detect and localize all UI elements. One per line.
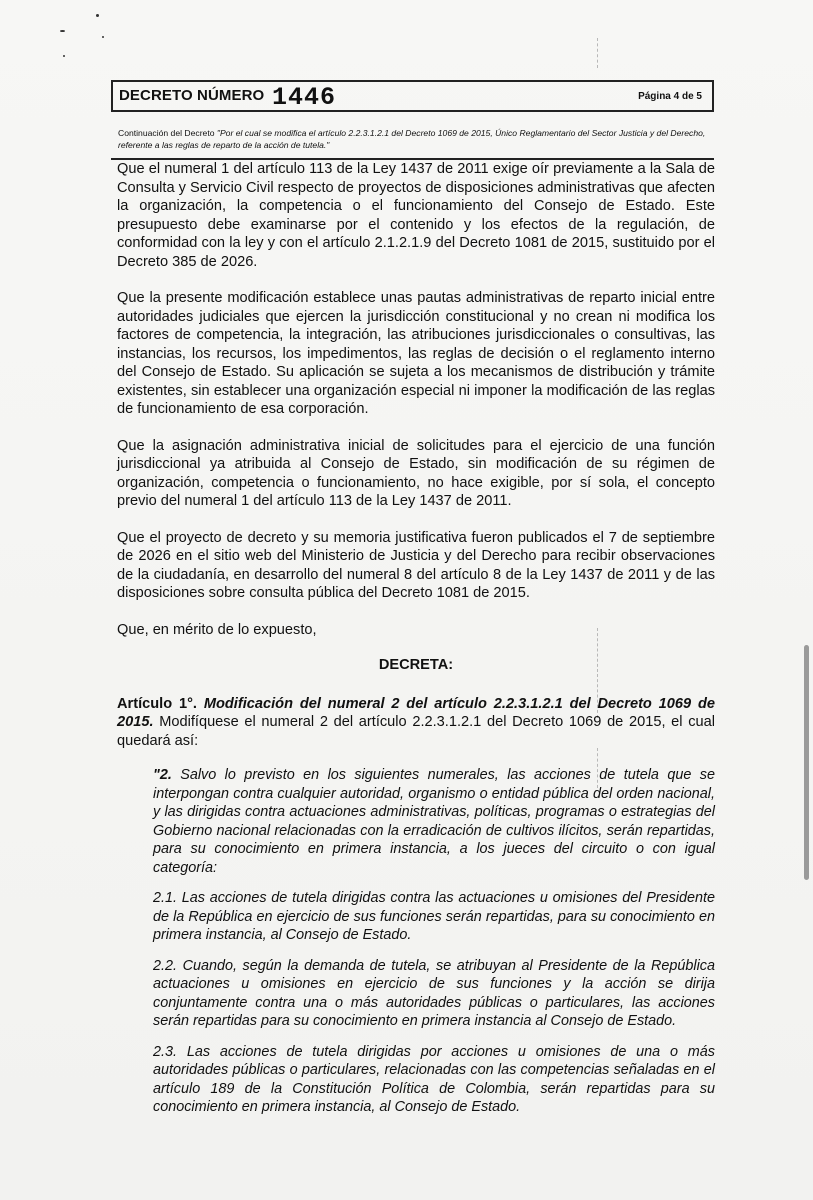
fold-line — [597, 38, 598, 68]
quoted-paragraph: 2.2. Cuando, según la demanda de tutela, se atribuyan al Presidente de la República actuaciones u omisiones en ejercicio de sus funciones y la acción se dirija conjuntamente contra una o más autoridades públicas o particulares, las acciones serán repartidas para su conocimiento en primera instancia al Consejo de Estado. — [153, 957, 715, 1029]
article-title: Modificación del numeral 2 del artículo 2.2.3.1.2.1 del Decreto 1069 de 2015. — [117, 695, 716, 730]
quoted-paragraph — [153, 766, 715, 877]
decree-number: 1446 — [272, 83, 337, 112]
page-indicator: Página 4 de 5 — [638, 91, 702, 102]
quote-open: "2. — [153, 767, 172, 783]
continuation-note — [118, 127, 718, 151]
decree-header-box — [111, 80, 714, 112]
article-label: Artículo 1°. — [117, 695, 197, 712]
decreta-heading: DECRETA: — [378, 657, 454, 673]
scrollbar-thumb[interactable] — [804, 645, 809, 880]
paragraph: Que el numeral 1 del artículo 113 de la Ley 1437 de 2011 exige oír previamente a la Sala de Consulta y Servicio Civil respecto de proyectos de disposiciones administrativas que afecten la organización, la competencia o el funcionamiento del Consejo de Estado. Este presupuesto debe examinarse por el contenido y los efectos de la regulación, de conformidad con la ley y con el artículo 2.1.2.1.9 del Decreto 1081 de 2015, sustituido por el Decreto 385 de 2026. — [117, 161, 715, 270]
decree-label: DECRETO NÚMERO — [119, 87, 265, 104]
continuation-text: "Por el cual se modifica el artículo 2.2.3.1.2.1 del Decreto 1069 de 2015, Único Reglamentario del Sector Justicia y del Derecho, referente a las reglas de reparto de la acción de tutela." — [118, 128, 706, 150]
paragraph: Que, en mérito de lo expuesto, — [117, 621, 317, 638]
article-text: Modifíquese el numeral 2 del artículo 2.2.3.1.2.1 del Decreto 1069 de 2015, el cual quedará así: — [117, 714, 715, 749]
paragraph: Que la asignación administrativa inicial de solicitudes para el ejercicio de una función jurisdiccional ya atribuida al Consejo de Estado, sin modificación de su régimen de organización, competencia o funcionamiento, no hace exigible, por sí sola, el concepto previo del numeral 1 del artículo 113 de la Ley 1437 de 2011. — [117, 437, 715, 509]
paragraph: Que el proyecto de decreto y su memoria justificativa fueron publicados el 7 de septiembre de 2026 en el sitio web del Ministerio de Justicia y del Derecho para recibir observaciones de la ciudadanía, en desarrollo del numeral 8 del artículo 8 de la Ley 1437 de 2011 y de las disposiciones sobre consulta pública del Decreto 1081 de 2015. — [117, 529, 715, 601]
scan-speck — [96, 14, 99, 17]
quoted-paragraph: 2.3. Las acciones de tutela dirigidas por acciones u omisiones de una o más autoridades públicas o particulares, relacionadas con las competencias señaladas en el artículo 189 de la Constitución Política de Colombia, serán repartidas para su conocimiento en primera instancia, al Consejo de Estado. — [153, 1043, 715, 1115]
scan-speck — [63, 55, 65, 57]
quoted-paragraph: 2.1. Las acciones de tutela dirigidas contra las actuaciones u omisiones del Presidente de la República en ejercicio de sus funciones serán repartidas, para su conocimiento en primera instancia, al Consejo de Estado. — [153, 890, 715, 943]
paragraph: Que la presente modificación establece unas pautas administrativas de reparto inicial entre autoridades judiciales que ejercen la jurisdicción constitucional y no crean ni modifica los factores de competencia, la integración, las atribuciones jurisdiccionales o consultivas, las instancias, los recursos, los impedimentos, las reglas de decisión o el reglamento interno del Consejo de Estado. Su aplicación se sujeta a los mecanismos de distribución y trámite existentes, sin establecer una organización especial ni imponer la modificación de las reglas de funcionamiento de esa corporación. — [117, 290, 715, 417]
scan-speck — [60, 30, 65, 32]
continuation-lead: Continuación del Decreto — [118, 128, 215, 138]
scan-speck — [102, 36, 104, 38]
article-1 — [117, 695, 715, 751]
document-body — [117, 160, 715, 1129]
quote-text: Salvo lo previsto en los siguientes numerales, las acciones de tutela que se interpongan contra cualquier autoridad, organismo o entidad pública del orden nacional, y las dirigidas contra actuaciones administrativas, políticas, programas o estrategias del Gobierno nacional relacionadas con la erradicación de cultivos ilícitos, serán repartidas, para su conocimiento en primera instancia, a los jueces del circuito o con igual categoría: — [153, 767, 715, 876]
